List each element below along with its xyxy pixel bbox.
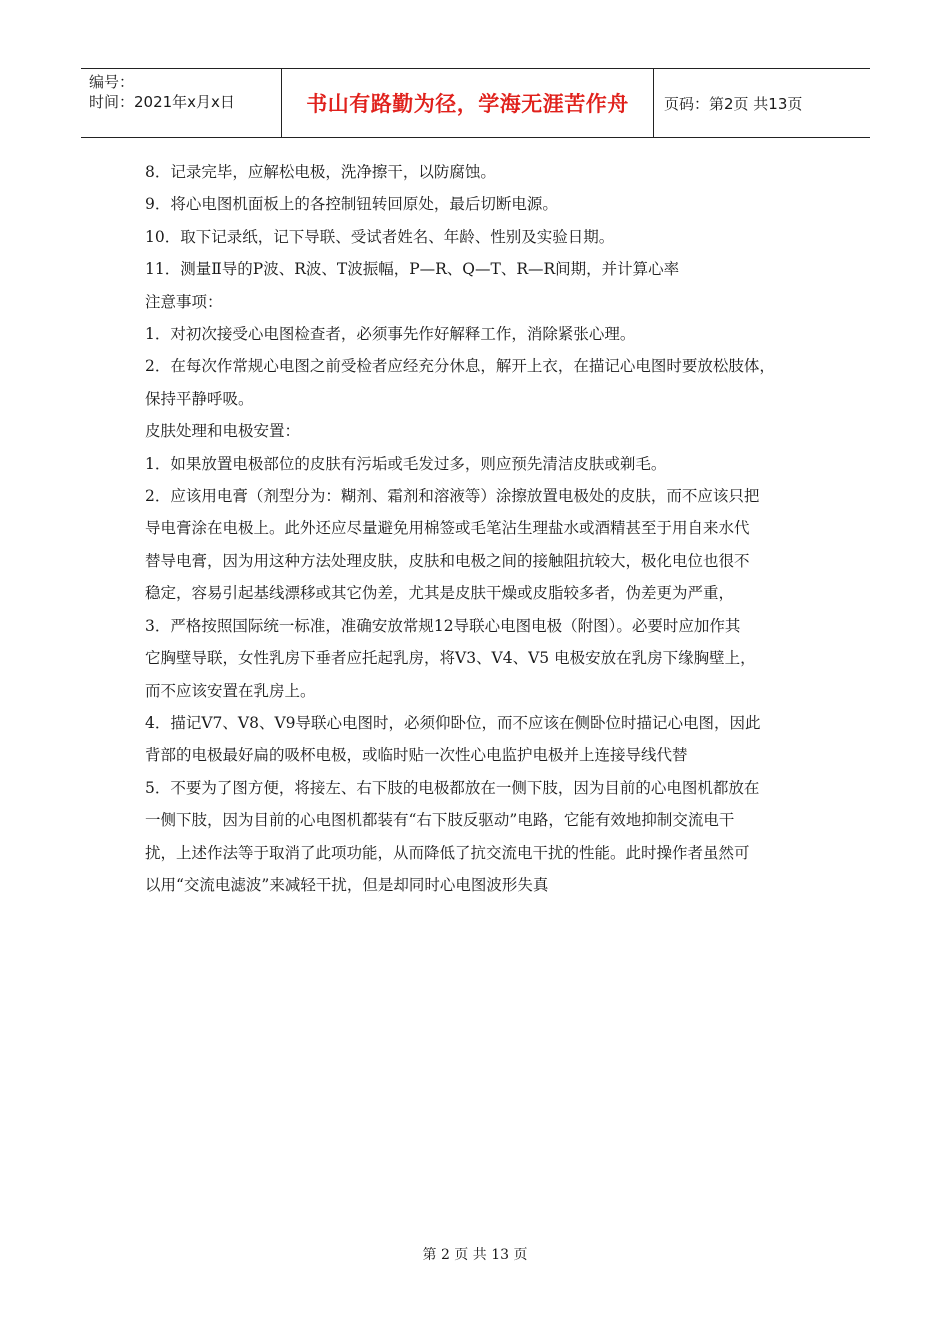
motto: 书山有路勤为径，学海无涯苦作舟: [306, 92, 629, 116]
text-line: 导电膏涂在电极上。此外还应尽量避免用棉签或毛笔沾生理盐水或酒精甚至于用自来水代: [145, 519, 750, 538]
section-heading: 皮肤处理和电极安置：: [145, 422, 301, 441]
page-info: 页码：第2页 共13页: [664, 94, 803, 113]
text-line: 替导电膏，因为用这种方法处理皮肤，皮肤和电极之间的接触阻抗较大，极化电位也很不: [145, 551, 750, 570]
text-line: 它胸壁导联，女性乳房下垂者应托起乳房，将V3、V4、V5 电极安放在乳房下缘胸壁上，: [145, 649, 756, 668]
text-line: 3．严格按照国际统一标准，准确安放常规12导联心电图电极（附图）。必要时应加作其: [145, 616, 741, 635]
text-line: 1．如果放置电极部位的皮肤有污垢或毛发过多，则应预先清洁皮肤或剃毛。: [145, 454, 667, 473]
page-footer: 第 2 页 共 13 页: [422, 1247, 528, 1263]
document-body: [145, 156, 825, 901]
text-line: 以用“交流电滤波”来减轻干扰，但是却同时心电图波形失真: [145, 875, 549, 894]
text-line: 8．记录完毕，应解松电极，洗净擦干，以防腐蚀。: [145, 163, 496, 181]
text-line: 而不应该安置在乳房上。: [145, 681, 316, 700]
text-line: 5．不要为了图方便，将接左、右下肢的电极都放在一侧下肢，因为目前的心电图机都放在: [145, 778, 760, 797]
header-motto-cell: [282, 69, 654, 137]
text-line: 2．应该用电膏（剂型分为：糊剂、霜剂和溶液等）涂擦放置电极处的皮肤，而不应该只把: [145, 487, 760, 506]
text-line: 背部的电极最好扁的吸杯电极，或临时贴一次性心电监护电极并上连接导线代替: [145, 746, 688, 765]
text-line: 11．测量Ⅱ导的P波、R波、T波振幅，P—R、Q—T、R—R间期，并计算心率: [145, 260, 680, 279]
text-line: 扰，上述作法等于取消了此项功能，从而降低了抗交流电干扰的性能。此时操作者虽然可: [145, 843, 750, 862]
text-line: 2．在每次作常规心电图之前受检者应经充分休息，解开上衣，在描记心电图时要放松肢体，: [145, 357, 775, 376]
text-line: 稳定，容易引起基线漂移或其它伪差，尤其是皮肤干燥或皮脂较多者，伪差更为严重，: [145, 584, 735, 603]
page-header: [81, 68, 870, 138]
text-line: 4．描记V7、V8、V9导联心电图时，必须仰卧位，而不应该在侧卧位时描记心电图，因此: [145, 713, 761, 732]
text-line: 9．将心电图机面板上的各控制钮转回原处，最后切断电源。: [145, 195, 558, 214]
date-line: 时间：2021年x月x日: [89, 93, 235, 111]
text-line: 保持平静呼吸。: [145, 389, 254, 408]
text-line: 1．对初次接受心电图检查者，必须事先作好解释工作，消除紧张心理。: [145, 325, 636, 344]
section-heading: 注意事项：: [145, 292, 223, 311]
code-label: 编号：: [89, 73, 135, 91]
text-line: 一侧下肢，因为目前的心电图机都装有“右下肢反驱动”电路，它能有效地抑制交流电干: [145, 811, 735, 830]
header-page-info: [654, 69, 870, 137]
header-meta: [81, 69, 282, 137]
text-line: 10．取下记录纸，记下导联、受试者姓名、年龄、性别及实验日期。: [145, 227, 615, 246]
